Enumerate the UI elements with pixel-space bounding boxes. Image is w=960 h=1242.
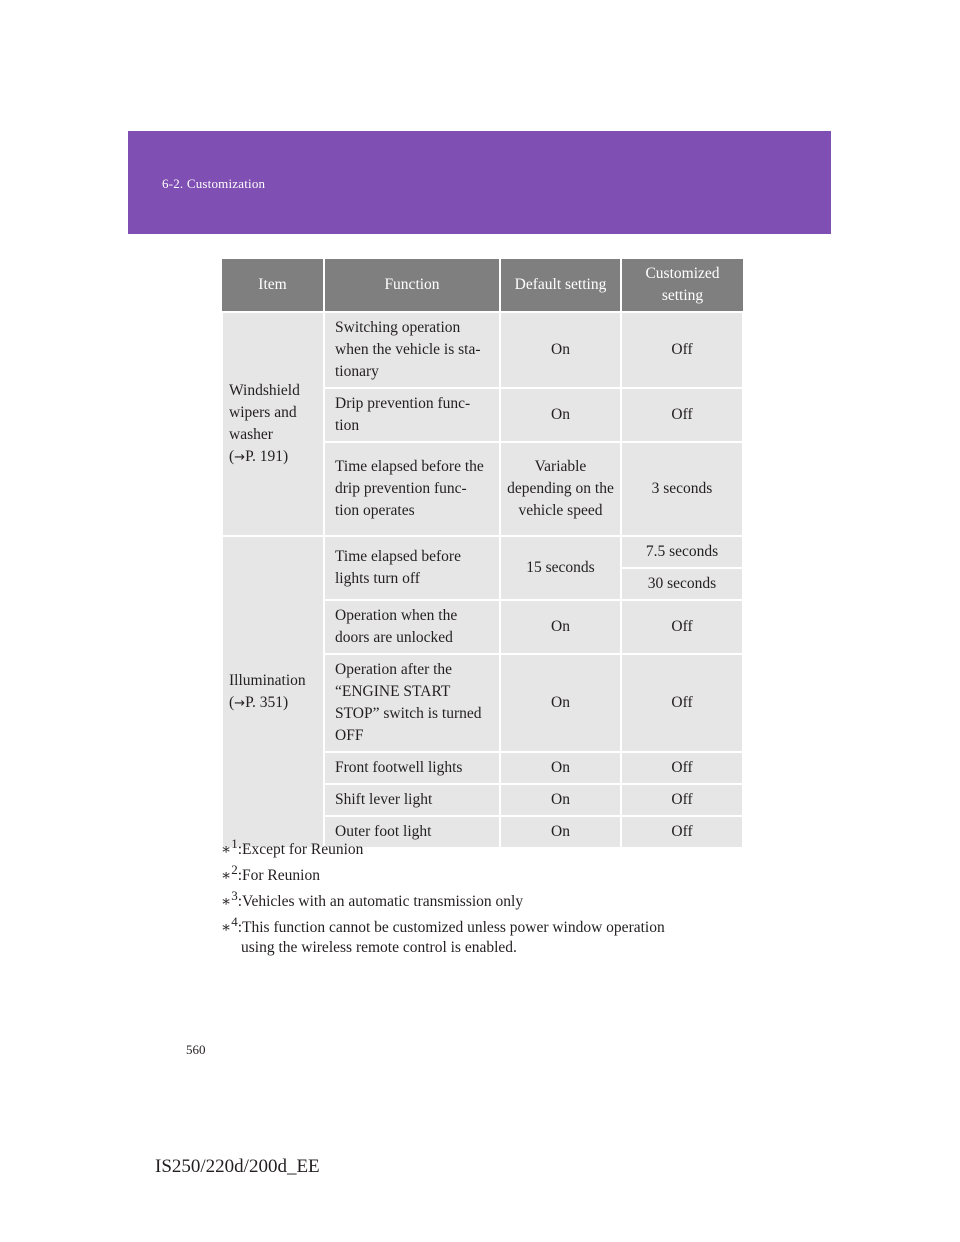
customized-cell: Off: [621, 312, 743, 388]
footnote-text: :Vehicles with an automatic transmission only: [237, 893, 524, 910]
asterisk-mark: ∗: [221, 894, 232, 910]
customization-table: [221, 259, 744, 849]
footnote-text: :For Reunion: [237, 867, 320, 884]
page-ref-open-paren: (: [229, 447, 235, 465]
default-cell: On: [500, 312, 621, 388]
footnote-continuation: using the wireless remote control is enabled.: [241, 939, 517, 956]
column-header-default: Default setting: [500, 259, 621, 312]
customized-cell: Off: [621, 600, 743, 654]
page-number: 560: [186, 1042, 206, 1057]
page-ref: P. 191): [245, 447, 289, 465]
default-cell: On: [500, 654, 621, 752]
footnote: [221, 861, 741, 886]
customized-cell: Off: [621, 388, 743, 442]
footnote-number: 1: [231, 835, 238, 851]
footnote-number: 2: [231, 861, 238, 877]
customized-cell: 3 seconds: [621, 442, 743, 536]
customized-cell: Off: [621, 816, 743, 848]
item-label-line: washer: [229, 425, 273, 443]
customized-cell: 7.5 seconds: [621, 536, 743, 568]
item-cell-wipers: [222, 312, 324, 536]
customized-cell: Off: [621, 784, 743, 816]
column-header-item: Item: [222, 259, 324, 312]
function-cell: Time elapsed before lights turn off: [324, 536, 500, 600]
function-cell: Outer foot light: [324, 816, 500, 848]
default-cell: On: [500, 784, 621, 816]
function-cell: Shift lever light: [324, 784, 500, 816]
default-cell: 15 seconds: [500, 536, 621, 600]
item-label-line: Windshield: [229, 381, 300, 399]
arrow-right-icon: →: [234, 449, 246, 465]
asterisk-mark: ∗: [221, 842, 232, 858]
footnote-text: :This function cannot be customized unless power window operation: [237, 919, 665, 936]
table-row: [222, 312, 743, 388]
function-cell: Operation when the doors are unlocked: [324, 600, 500, 654]
default-cell: On: [500, 752, 621, 784]
footnote-number: 3: [231, 887, 238, 903]
customized-cell: 30 seconds: [621, 568, 743, 600]
page-ref-open-paren: (: [229, 693, 235, 711]
column-header-customized: Customized setting: [621, 259, 743, 312]
function-cell: Time elapsed before the drip prevention func- tion operates: [324, 442, 500, 536]
table-header-row: [222, 259, 743, 312]
arrow-right-icon: →: [234, 695, 246, 711]
footnotes: [221, 835, 741, 964]
customized-cell: Off: [621, 654, 743, 752]
footnote: [221, 887, 741, 912]
table-row: [222, 536, 743, 568]
model-code: IS250/220d/200d_EE: [155, 1156, 320, 1177]
asterisk-mark: ∗: [221, 868, 232, 884]
default-cell: On: [500, 816, 621, 848]
function-cell: Operation after the “ENGINE START STOP” switch is turned OFF: [324, 654, 500, 752]
function-cell: Drip prevention func- tion: [324, 388, 500, 442]
default-cell: On: [500, 388, 621, 442]
column-header-function: Function: [324, 259, 500, 312]
footnote-number: 4: [231, 913, 238, 929]
customized-cell: Off: [621, 752, 743, 784]
footnote: [221, 913, 741, 958]
page-ref: P. 351): [245, 693, 289, 711]
default-cell: On: [500, 600, 621, 654]
item-cell-illumination: [222, 536, 324, 848]
section-header-band: [128, 131, 831, 234]
function-cell: Switching operation when the vehicle is sta- tionary: [324, 312, 500, 388]
default-cell: Variable depending on the vehicle speed: [500, 442, 621, 536]
section-title: 6-2. Customization: [162, 176, 266, 191]
asterisk-mark: ∗: [221, 920, 232, 936]
item-label-line: Illumination: [229, 671, 306, 689]
footnote: [221, 835, 741, 860]
item-label-line: wipers and: [229, 403, 297, 421]
function-cell: Front footwell lights: [324, 752, 500, 784]
footnote-text: :Except for Reunion: [237, 841, 364, 858]
